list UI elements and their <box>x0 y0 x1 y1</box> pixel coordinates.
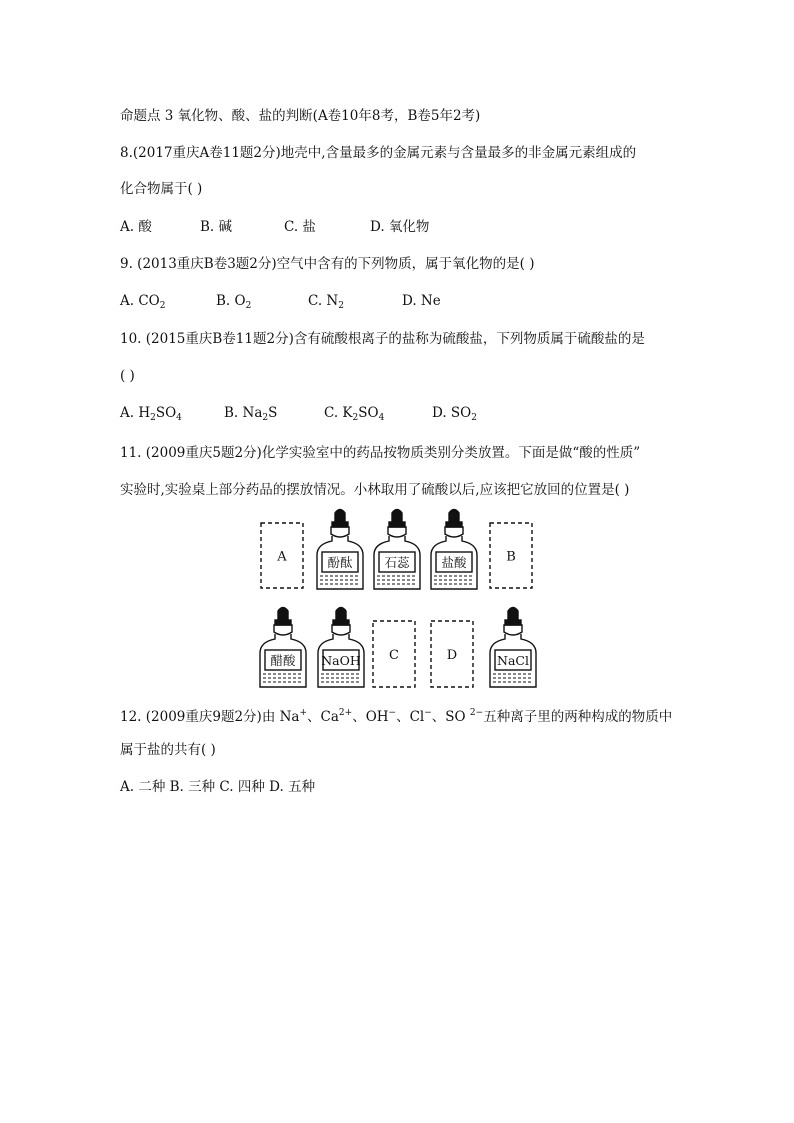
option-d[interactable]: D. $SO_2$ <box>432 405 477 423</box>
question-11-text-cont: 实验时,实验桌上部分药品的摆放情况。小林取用了硫酸以后,应该把它放回的位置是( ) <box>120 482 630 498</box>
question-12-text-cont: 属于盐的共有( ) <box>120 742 216 758</box>
bottle-acetic-acid <box>260 608 306 688</box>
question-9-text: 9. (2013重庆B卷3题2分)空气中含有的下列物质，属于氧化物的是( ) <box>120 256 535 272</box>
slot-label: D <box>446 648 458 663</box>
option-d[interactable]: D. 氧化物 <box>370 219 430 235</box>
option-b[interactable]: B. $O_2$ <box>216 293 252 311</box>
bottle-label: 醋酸 <box>270 653 296 668</box>
slot-label: B <box>506 549 516 565</box>
bottle-sodium-hydroxide <box>318 608 364 688</box>
slot-label: A <box>277 549 287 565</box>
question-10-text-cont: ( ) <box>120 368 135 384</box>
question-11-text: 11. (2009重庆5题2分)化学实验室中的药品按物质类别分类放置。下面是做“酸的性质” <box>120 445 641 461</box>
bottle-label: 盐酸 <box>441 555 467 570</box>
option-d[interactable]: D. Ne <box>402 293 441 309</box>
question-8-text: 8.(2017重庆A卷11题2分)地壳中,含量最多的金属元素与含量最多的非金属元素组成的 <box>120 145 637 161</box>
slot-c <box>373 621 415 687</box>
option-b[interactable]: B. 碱 <box>200 219 233 235</box>
question-8-text-cont: 化合物属于( ) <box>120 181 203 197</box>
option-b[interactable]: B. $Na_2S$ <box>224 405 278 423</box>
bottle-label: 石蕊 <box>384 555 410 570</box>
option-a[interactable]: A. $H_2SO_4$ <box>120 405 182 423</box>
slot-label: C <box>389 648 399 663</box>
bottle-label: NaCl <box>497 653 529 668</box>
slot-b <box>490 523 532 588</box>
slot-d <box>431 621 473 687</box>
bottle-litmus <box>374 510 420 590</box>
bottle-sodium-chloride <box>490 608 536 688</box>
option-a[interactable]: A. 酸 <box>120 219 152 235</box>
question-10-text: 10. (2015重庆B卷11题2分)含有硫酸根离子的盐称为硫酸盐，下列物质属于硫酸盐的是 <box>120 331 645 347</box>
option-a[interactable]: A. $CO_2$ <box>120 293 166 311</box>
section-heading: 命题点 3 氧化物、酸、盐的判断(A卷10年8考，B卷5年2考) <box>120 108 481 124</box>
option-c[interactable]: C. 盐 <box>284 219 316 235</box>
bottle-label: NaOH <box>321 653 361 668</box>
bottle-hydrochloric-acid <box>431 510 477 590</box>
question-12-text: 12. (2009重庆9题2分)由 Na+、$Ca^{2+}$、OH−、Cl−、SO $^{2-}$五种离子里的两种构成的物质中 <box>120 708 673 725</box>
option-c[interactable]: C. $N_2$ <box>308 293 344 311</box>
bottle-phenolphthalein <box>317 510 363 590</box>
question-12-options[interactable]: A. 二种 B. 三种 C. 四种 D. 五种 <box>120 779 316 795</box>
bottle-label: 酚酞 <box>327 555 353 570</box>
slot-a <box>261 523 303 588</box>
option-c[interactable]: C. $K_2SO_4$ <box>324 405 385 423</box>
